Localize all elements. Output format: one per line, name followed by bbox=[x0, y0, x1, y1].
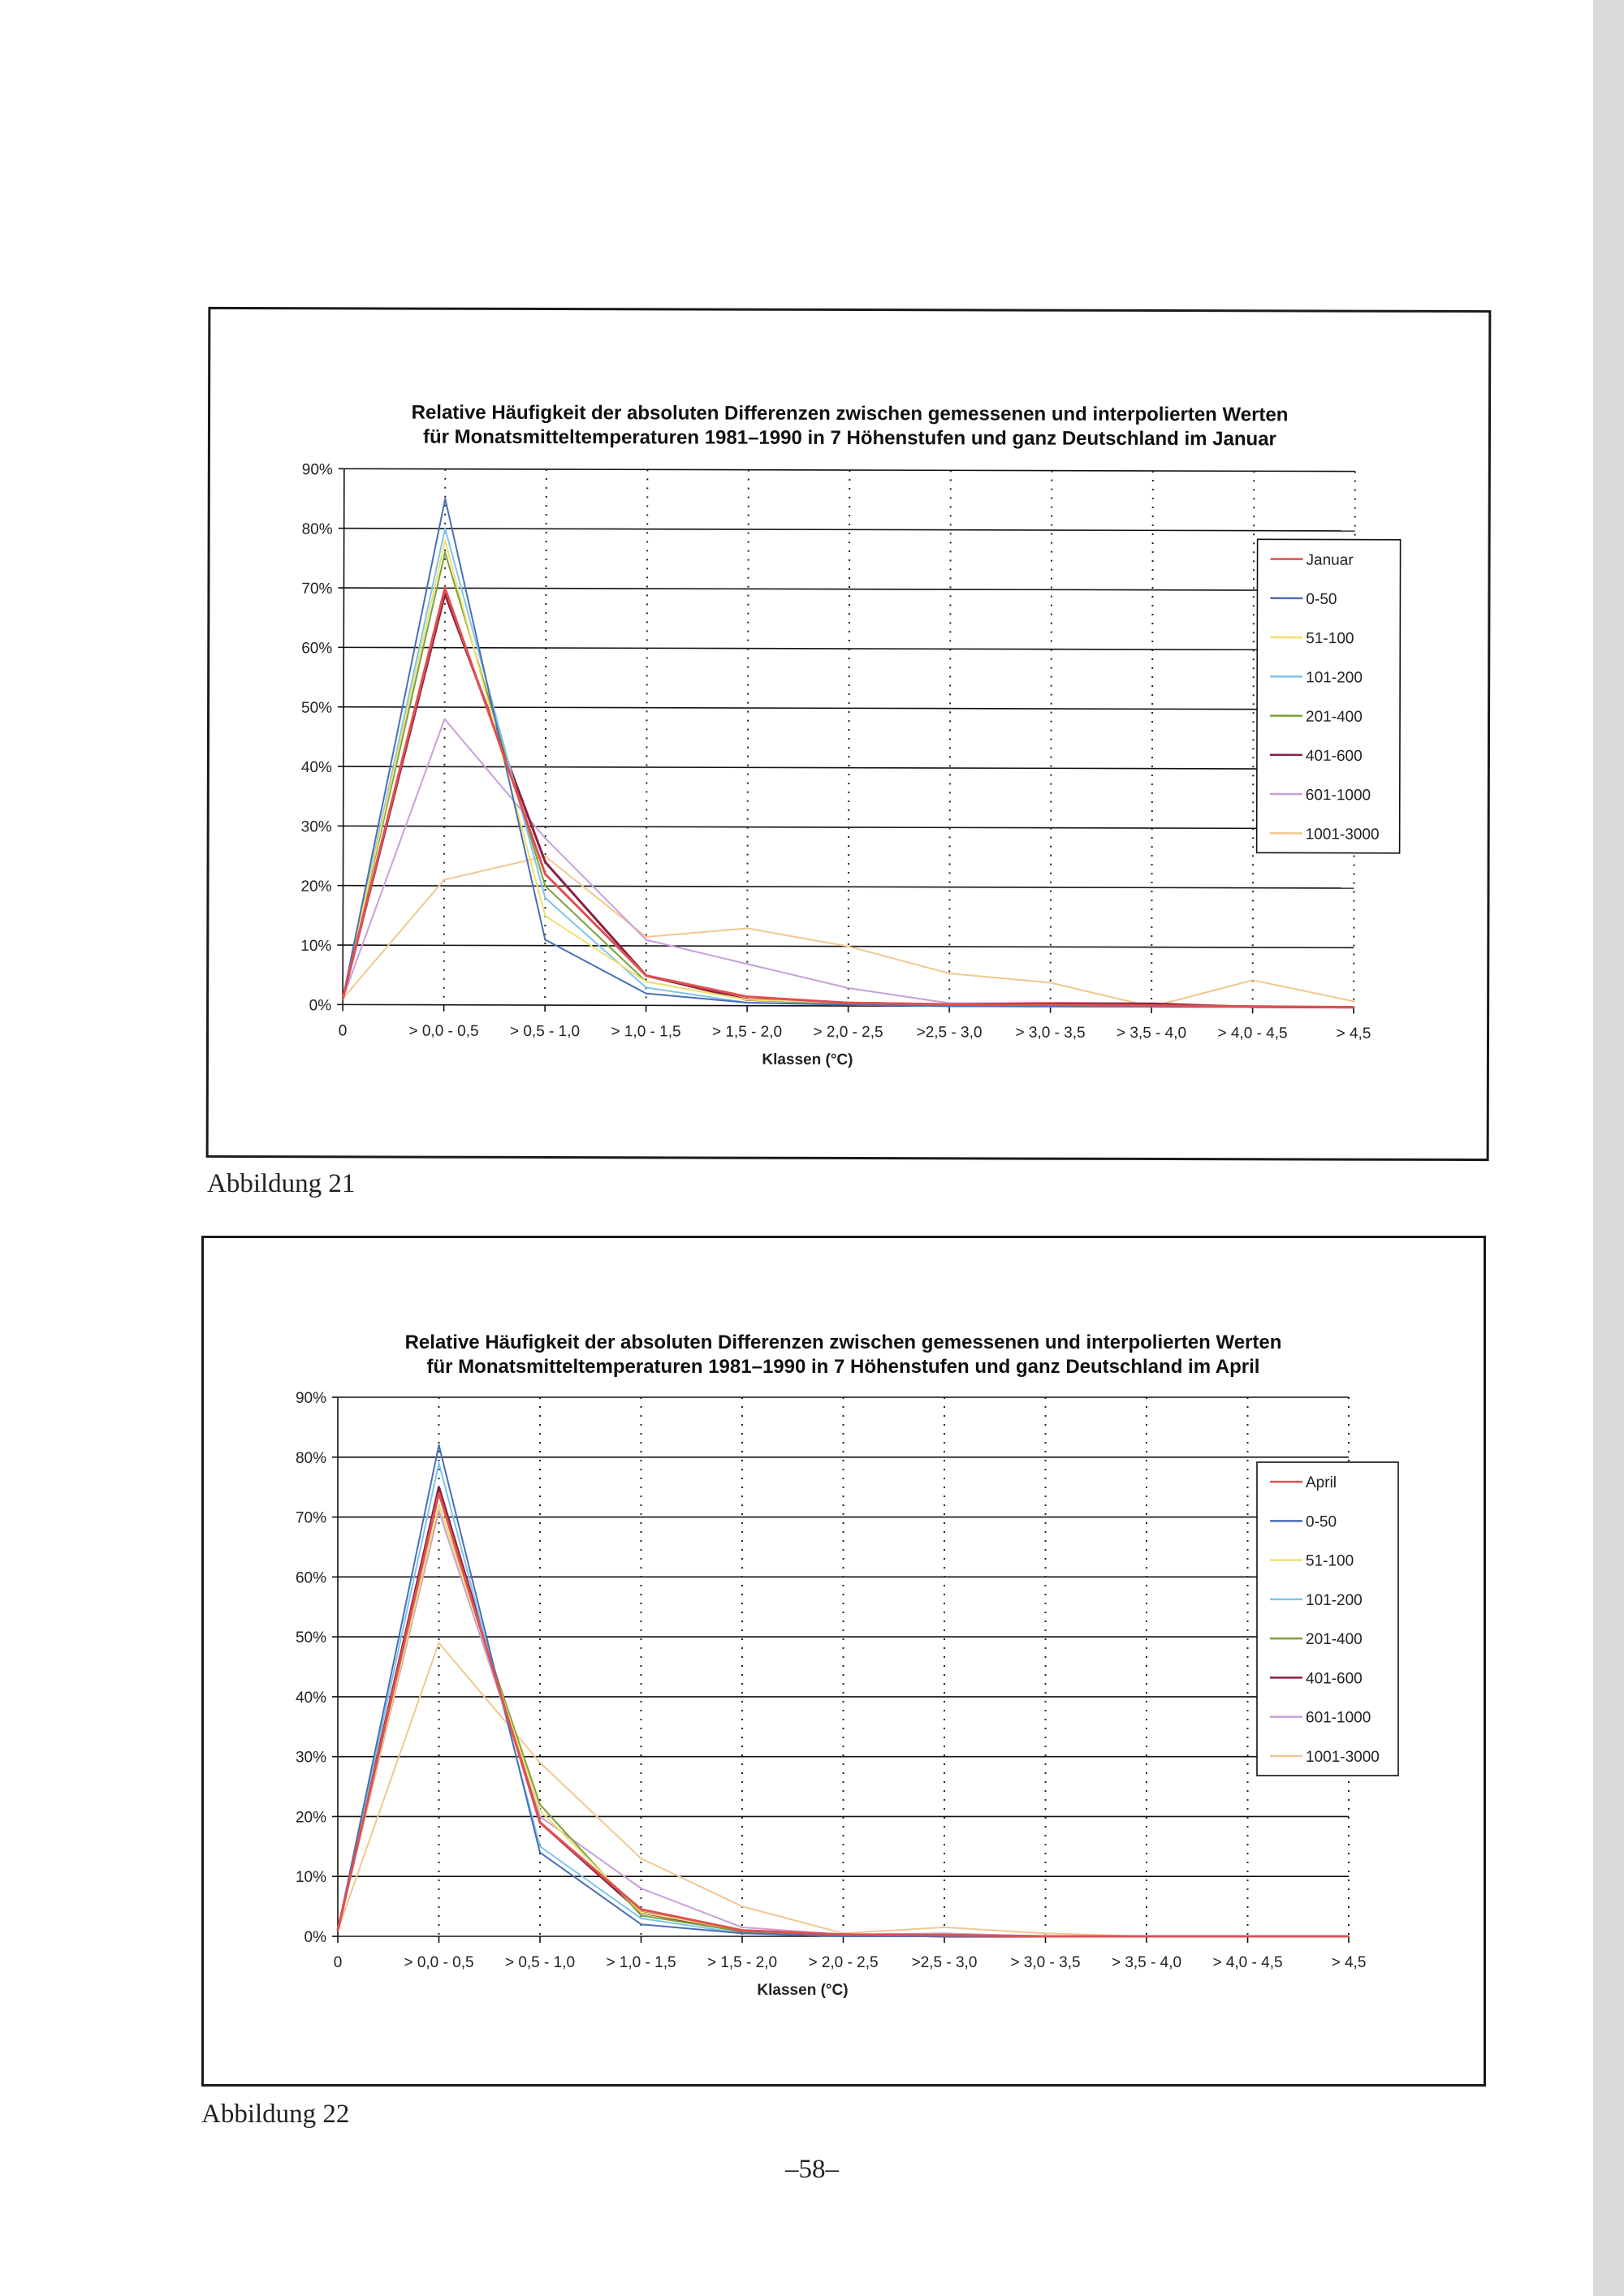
x-tick-label: > 4,5 bbox=[1336, 1025, 1371, 1042]
data-point bbox=[1353, 1006, 1354, 1008]
data-point bbox=[741, 1905, 743, 1907]
data-point bbox=[544, 897, 546, 899]
legend-label: 601-1000 bbox=[1305, 787, 1371, 805]
data-point bbox=[746, 1002, 748, 1003]
data-point bbox=[444, 528, 446, 529]
data-point bbox=[1246, 1936, 1248, 1937]
x-gridline bbox=[1253, 471, 1255, 1007]
x-gridline bbox=[1151, 471, 1153, 1007]
legend-box bbox=[1257, 539, 1401, 852]
series-line-101-200 bbox=[338, 1463, 1349, 1936]
data-point bbox=[539, 1762, 541, 1763]
data-point bbox=[539, 1822, 541, 1823]
series-line-0-50 bbox=[343, 498, 1355, 1008]
data-point bbox=[444, 498, 446, 499]
data-point bbox=[645, 986, 646, 988]
data-point bbox=[1049, 1003, 1051, 1005]
data-point bbox=[646, 974, 647, 976]
series-line-1001-3000 bbox=[343, 856, 1354, 1008]
legend-label: April bbox=[1306, 1474, 1337, 1492]
data-point bbox=[337, 1929, 339, 1931]
x-gridline bbox=[747, 470, 749, 1006]
data-point bbox=[944, 1927, 945, 1928]
data-point bbox=[842, 1934, 844, 1936]
y-gridline bbox=[343, 588, 1354, 590]
y-tick-label: 70% bbox=[295, 1509, 326, 1527]
x-gridline bbox=[444, 469, 446, 1005]
data-point bbox=[1049, 982, 1051, 983]
legend-box bbox=[1257, 1462, 1398, 1776]
chart-title-line: Relative Häufigkeit der absoluten Differenzen zwischen gemessenen und interpolierten Werten bbox=[404, 1331, 1282, 1353]
data-point bbox=[640, 1888, 641, 1889]
data-point bbox=[741, 1929, 743, 1931]
data-point bbox=[948, 1003, 950, 1005]
x-tick-label: > 0,0 - 0,5 bbox=[404, 1954, 474, 1971]
data-point bbox=[438, 1487, 439, 1488]
data-point bbox=[1044, 1936, 1046, 1937]
data-point bbox=[640, 1914, 641, 1916]
y-tick-label: 40% bbox=[300, 758, 332, 777]
x-tick-label: > 3,0 - 3,5 bbox=[1010, 1954, 1081, 1971]
x-axis-label: Klassen (°C) bbox=[762, 1051, 853, 1069]
legend-label: 1001-3000 bbox=[1306, 1748, 1380, 1766]
data-point bbox=[1044, 1932, 1046, 1934]
y-tick-label: 80% bbox=[295, 1449, 326, 1467]
data-point bbox=[646, 939, 647, 940]
data-point bbox=[443, 878, 445, 880]
y-tick-label: 20% bbox=[300, 878, 332, 896]
chart-januar bbox=[209, 309, 1490, 1159]
data-point bbox=[444, 587, 446, 589]
y-gridline bbox=[343, 766, 1354, 769]
x-tick-label: > 0,0 - 0,5 bbox=[408, 1022, 479, 1040]
data-point bbox=[1146, 1936, 1147, 1937]
page-number: –58– bbox=[785, 2155, 839, 2184]
chart-frame-januar bbox=[206, 307, 1492, 1161]
y-gridline bbox=[344, 529, 1355, 531]
data-point bbox=[544, 838, 546, 839]
data-point bbox=[746, 963, 748, 965]
y-tick-label: 30% bbox=[300, 818, 332, 836]
x-gridline bbox=[849, 470, 850, 1006]
series-line-1001-3000 bbox=[338, 1643, 1349, 1937]
x-tick-label: > 4,5 bbox=[1331, 1954, 1367, 1971]
data-point bbox=[443, 718, 445, 719]
data-point bbox=[640, 1911, 641, 1913]
legend-label: 51-100 bbox=[1306, 1552, 1354, 1570]
series-line-201-400 bbox=[343, 552, 1354, 1008]
y-tick-label: 80% bbox=[301, 520, 333, 538]
x-tick-label: > 1,5 - 2,0 bbox=[706, 1954, 778, 1971]
y-tick-label: 30% bbox=[295, 1749, 326, 1767]
x-tick-label: >2,5 - 3,0 bbox=[911, 1954, 978, 1971]
data-point bbox=[645, 981, 646, 982]
y-gridline bbox=[343, 886, 1354, 888]
data-point bbox=[1151, 1004, 1152, 1006]
y-tick-label: 10% bbox=[295, 1869, 326, 1887]
y-tick-label: 50% bbox=[301, 699, 333, 717]
data-point bbox=[444, 551, 446, 553]
data-point bbox=[544, 874, 546, 875]
x-tick-label: > 2,0 - 2,5 bbox=[813, 1023, 883, 1042]
legend-label: 0-50 bbox=[1306, 1513, 1337, 1531]
data-point bbox=[1353, 1000, 1354, 1002]
data-point bbox=[948, 973, 950, 974]
legend-label: 201-400 bbox=[1306, 1631, 1363, 1649]
data-point bbox=[746, 999, 748, 1000]
y-tick-label: 0% bbox=[304, 1929, 326, 1946]
x-axis-label: Klassen (°C) bbox=[757, 1982, 849, 1999]
data-point bbox=[438, 1642, 439, 1643]
chart-april bbox=[204, 1238, 1484, 2084]
data-point bbox=[640, 1923, 641, 1925]
x-gridline bbox=[545, 469, 546, 1005]
x-tick-label: > 1,5 - 2,0 bbox=[711, 1023, 783, 1041]
y-axis bbox=[343, 468, 344, 1004]
data-point bbox=[539, 1810, 541, 1811]
y-tick-label: 10% bbox=[300, 937, 332, 956]
x-tick-label: > 4,0 - 4,5 bbox=[1217, 1025, 1288, 1042]
data-point bbox=[444, 539, 446, 541]
data-point bbox=[539, 1852, 541, 1854]
data-point bbox=[1348, 1936, 1350, 1937]
x-tick-label: > 1,0 - 1,5 bbox=[611, 1023, 681, 1041]
data-point bbox=[342, 998, 343, 999]
data-point bbox=[438, 1462, 439, 1464]
data-point bbox=[438, 1504, 439, 1506]
x-tick-label: > 4,0 - 4,5 bbox=[1212, 1954, 1283, 1971]
data-point bbox=[847, 1002, 849, 1003]
x-tick-label: > 0,5 - 1,0 bbox=[509, 1022, 581, 1041]
x-tick-label: 0 bbox=[333, 1954, 343, 1971]
figure-caption-21: Abbildung 21 bbox=[207, 1169, 356, 1198]
chart-title-line: für Monatsmitteltemperaturen 1981–1990 in 7 Höhenstufen und ganz Deutschland im Januar bbox=[422, 425, 1276, 451]
legend-label: 1001-3000 bbox=[1305, 826, 1380, 844]
data-point bbox=[741, 1927, 743, 1928]
legend-label: 201-400 bbox=[1306, 708, 1363, 726]
data-point bbox=[640, 1858, 641, 1859]
data-point bbox=[438, 1492, 439, 1494]
data-point bbox=[544, 885, 546, 887]
x-tick-label: > 0,5 - 1,0 bbox=[504, 1954, 576, 1971]
y-gridline bbox=[343, 707, 1354, 710]
data-point bbox=[746, 927, 748, 929]
x-gridline bbox=[949, 470, 951, 1006]
x-gridline bbox=[646, 469, 648, 1005]
x-gridline bbox=[1051, 471, 1052, 1007]
legend-label: 101-200 bbox=[1306, 669, 1363, 687]
legend-label: 401-600 bbox=[1305, 747, 1363, 766]
chart-frame-april bbox=[201, 1236, 1486, 2087]
legend-label: Januar bbox=[1306, 551, 1354, 569]
y-tick-label: 20% bbox=[295, 1809, 326, 1827]
series-line-601-1000 bbox=[343, 719, 1354, 1007]
chart-title-line: für Monatsmitteltemperaturen 1981–1990 in 7 Höhenstufen und ganz Deutschland im April bbox=[426, 1356, 1260, 1378]
x-tick-label: > 1,0 - 1,5 bbox=[606, 1954, 676, 1971]
data-point bbox=[544, 861, 546, 863]
y-tick-label: 90% bbox=[301, 461, 333, 479]
data-point bbox=[539, 1804, 541, 1806]
data-point bbox=[1251, 1005, 1253, 1007]
data-point bbox=[847, 987, 849, 989]
y-tick-label: 60% bbox=[295, 1569, 326, 1587]
data-point bbox=[645, 992, 646, 994]
y-tick-label: 60% bbox=[301, 640, 333, 658]
series-line-401-600 bbox=[338, 1487, 1349, 1936]
y-tick-label: 0% bbox=[309, 997, 332, 1015]
legend-label: 51-100 bbox=[1306, 630, 1354, 648]
data-point bbox=[438, 1444, 439, 1446]
x-tick-label: >2,5 - 3,0 bbox=[916, 1024, 983, 1042]
x-tick-label: > 3,5 - 4,0 bbox=[1116, 1024, 1187, 1042]
data-point bbox=[544, 939, 546, 940]
series-line-601-1000 bbox=[338, 1511, 1349, 1936]
data-point bbox=[746, 995, 748, 997]
legend-label: 0-50 bbox=[1306, 590, 1337, 608]
x-tick-label: > 3,0 - 3,5 bbox=[1015, 1024, 1086, 1042]
data-point bbox=[848, 945, 849, 947]
legend-label: 401-600 bbox=[1306, 1670, 1363, 1688]
data-point bbox=[741, 1932, 743, 1934]
y-tick-label: 70% bbox=[301, 580, 333, 598]
data-point bbox=[1252, 979, 1254, 981]
data-point bbox=[944, 1934, 945, 1936]
x-tick-label: > 2,0 - 2,5 bbox=[808, 1954, 879, 1971]
figure-caption-22: Abbildung 22 bbox=[201, 2100, 350, 2129]
chart-title-line: Relative Häufigkeit der absoluten Differenzen zwischen gemessenen und interpolierten Werten bbox=[411, 401, 1289, 426]
x-tick-label: 0 bbox=[338, 1022, 348, 1040]
legend-label: 601-1000 bbox=[1306, 1709, 1371, 1727]
y-tick-label: 40% bbox=[295, 1689, 326, 1707]
data-point bbox=[544, 915, 546, 917]
data-point bbox=[646, 936, 647, 938]
x-tick-label: > 3,5 - 4,0 bbox=[1111, 1954, 1182, 1971]
y-tick-label: 90% bbox=[295, 1390, 326, 1407]
legend-label: 101-200 bbox=[1306, 1591, 1363, 1609]
y-tick-label: 50% bbox=[295, 1629, 326, 1647]
data-point bbox=[640, 1909, 641, 1910]
data-point bbox=[640, 1918, 641, 1919]
